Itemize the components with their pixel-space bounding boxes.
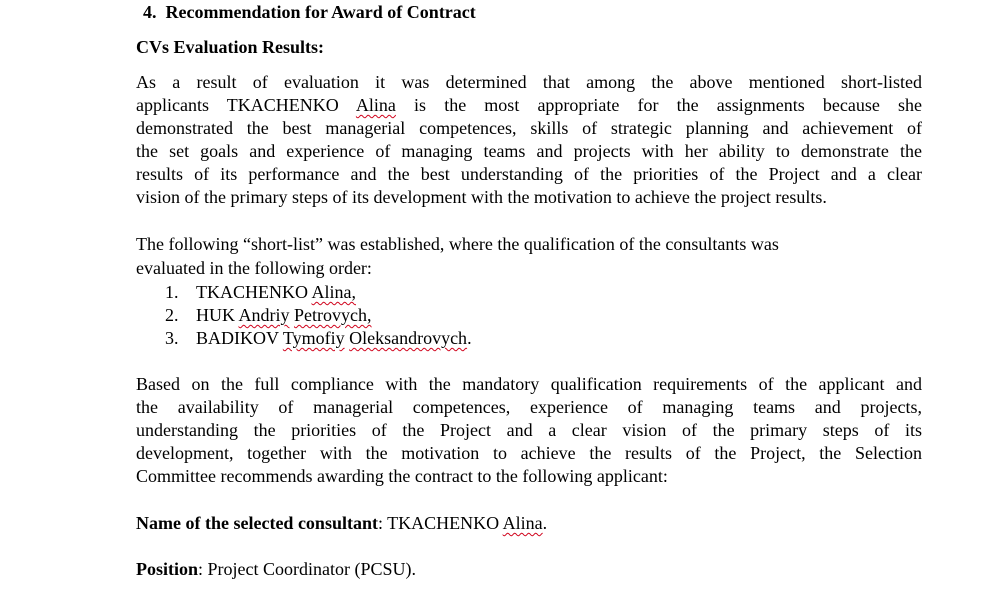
section-heading — [143, 1, 476, 24]
surname: TKACHENKO — [196, 282, 312, 302]
end: . — [542, 513, 548, 533]
section-title: Recommendation for Award of Contract — [165, 2, 476, 22]
selected-surname: TKACHENKO — [387, 513, 503, 533]
subheading: CVs Evaluation Results: — [136, 37, 325, 57]
position-label: Position — [136, 559, 199, 579]
paragraph-line: the set goals and experience of managing teams and projects with her ability to demonstrate the — [136, 141, 922, 161]
given-name: Tymofiy — [282, 328, 345, 348]
given-name: Andriy — [238, 305, 290, 325]
paragraph-line: evaluated in the following order: — [136, 258, 372, 278]
text: applicants TKACHENKO — [136, 95, 356, 115]
paragraph-line: results of its performance and the best understanding of the priorities of the Project and a clear — [136, 164, 922, 184]
misspelled-word: Alina — [355, 95, 396, 115]
paragraph-line: understanding the priorities of the Project and a clear vision of the primary steps of its — [136, 420, 922, 440]
sep: : — [198, 559, 208, 579]
paragraph-line: vision of the primary steps of its development with the motivation to achieve the project results. — [136, 187, 827, 207]
list-item — [0, 281, 989, 304]
list-item — [0, 304, 989, 327]
paragraph-line: development, together with the motivation to achieve the results of the Project, the Selection — [136, 443, 922, 463]
surname: HUK — [196, 305, 239, 325]
position — [136, 558, 922, 581]
surname: BADIKOV — [196, 328, 283, 348]
list-number: 3. — [165, 328, 179, 348]
end: . — [467, 328, 472, 348]
given-name: Alina, — [311, 282, 356, 302]
paragraph-line: Committee recommends awarding the contract to the following applicant: — [136, 466, 668, 486]
list-number: 2. — [165, 305, 179, 325]
selected-consultant — [136, 512, 922, 535]
patronymic: Petrovych, — [294, 305, 372, 325]
patronymic: Oleksandrovych — [349, 328, 468, 348]
paragraph-line — [136, 94, 922, 117]
position-value: Project Coordinator (PCSU). — [207, 559, 417, 579]
text: is the most appropriate for the assignments because she — [395, 95, 922, 115]
section-number: 4. — [143, 2, 157, 22]
paragraph-line: the availability of managerial competences, experience of managing teams and projects, — [136, 397, 922, 417]
list-number: 1. — [165, 282, 179, 302]
selected-label: Name of the selected consultant — [136, 513, 378, 533]
selected-given: Alina — [502, 513, 543, 533]
paragraph-line: demonstrated the best managerial competences, skills of strategic planning and achievement of — [136, 118, 922, 138]
paragraph-line: Based on the full compliance with the mandatory qualification requirements of the applicant and — [136, 374, 922, 394]
list-item — [0, 327, 989, 350]
paragraph-line: As a result of evaluation it was determined that among the above mentioned short-listed — [136, 72, 922, 92]
sep: : — [377, 513, 388, 533]
paragraph-line: The following “short-list” was established, where the qualification of the consultants was — [136, 234, 779, 254]
